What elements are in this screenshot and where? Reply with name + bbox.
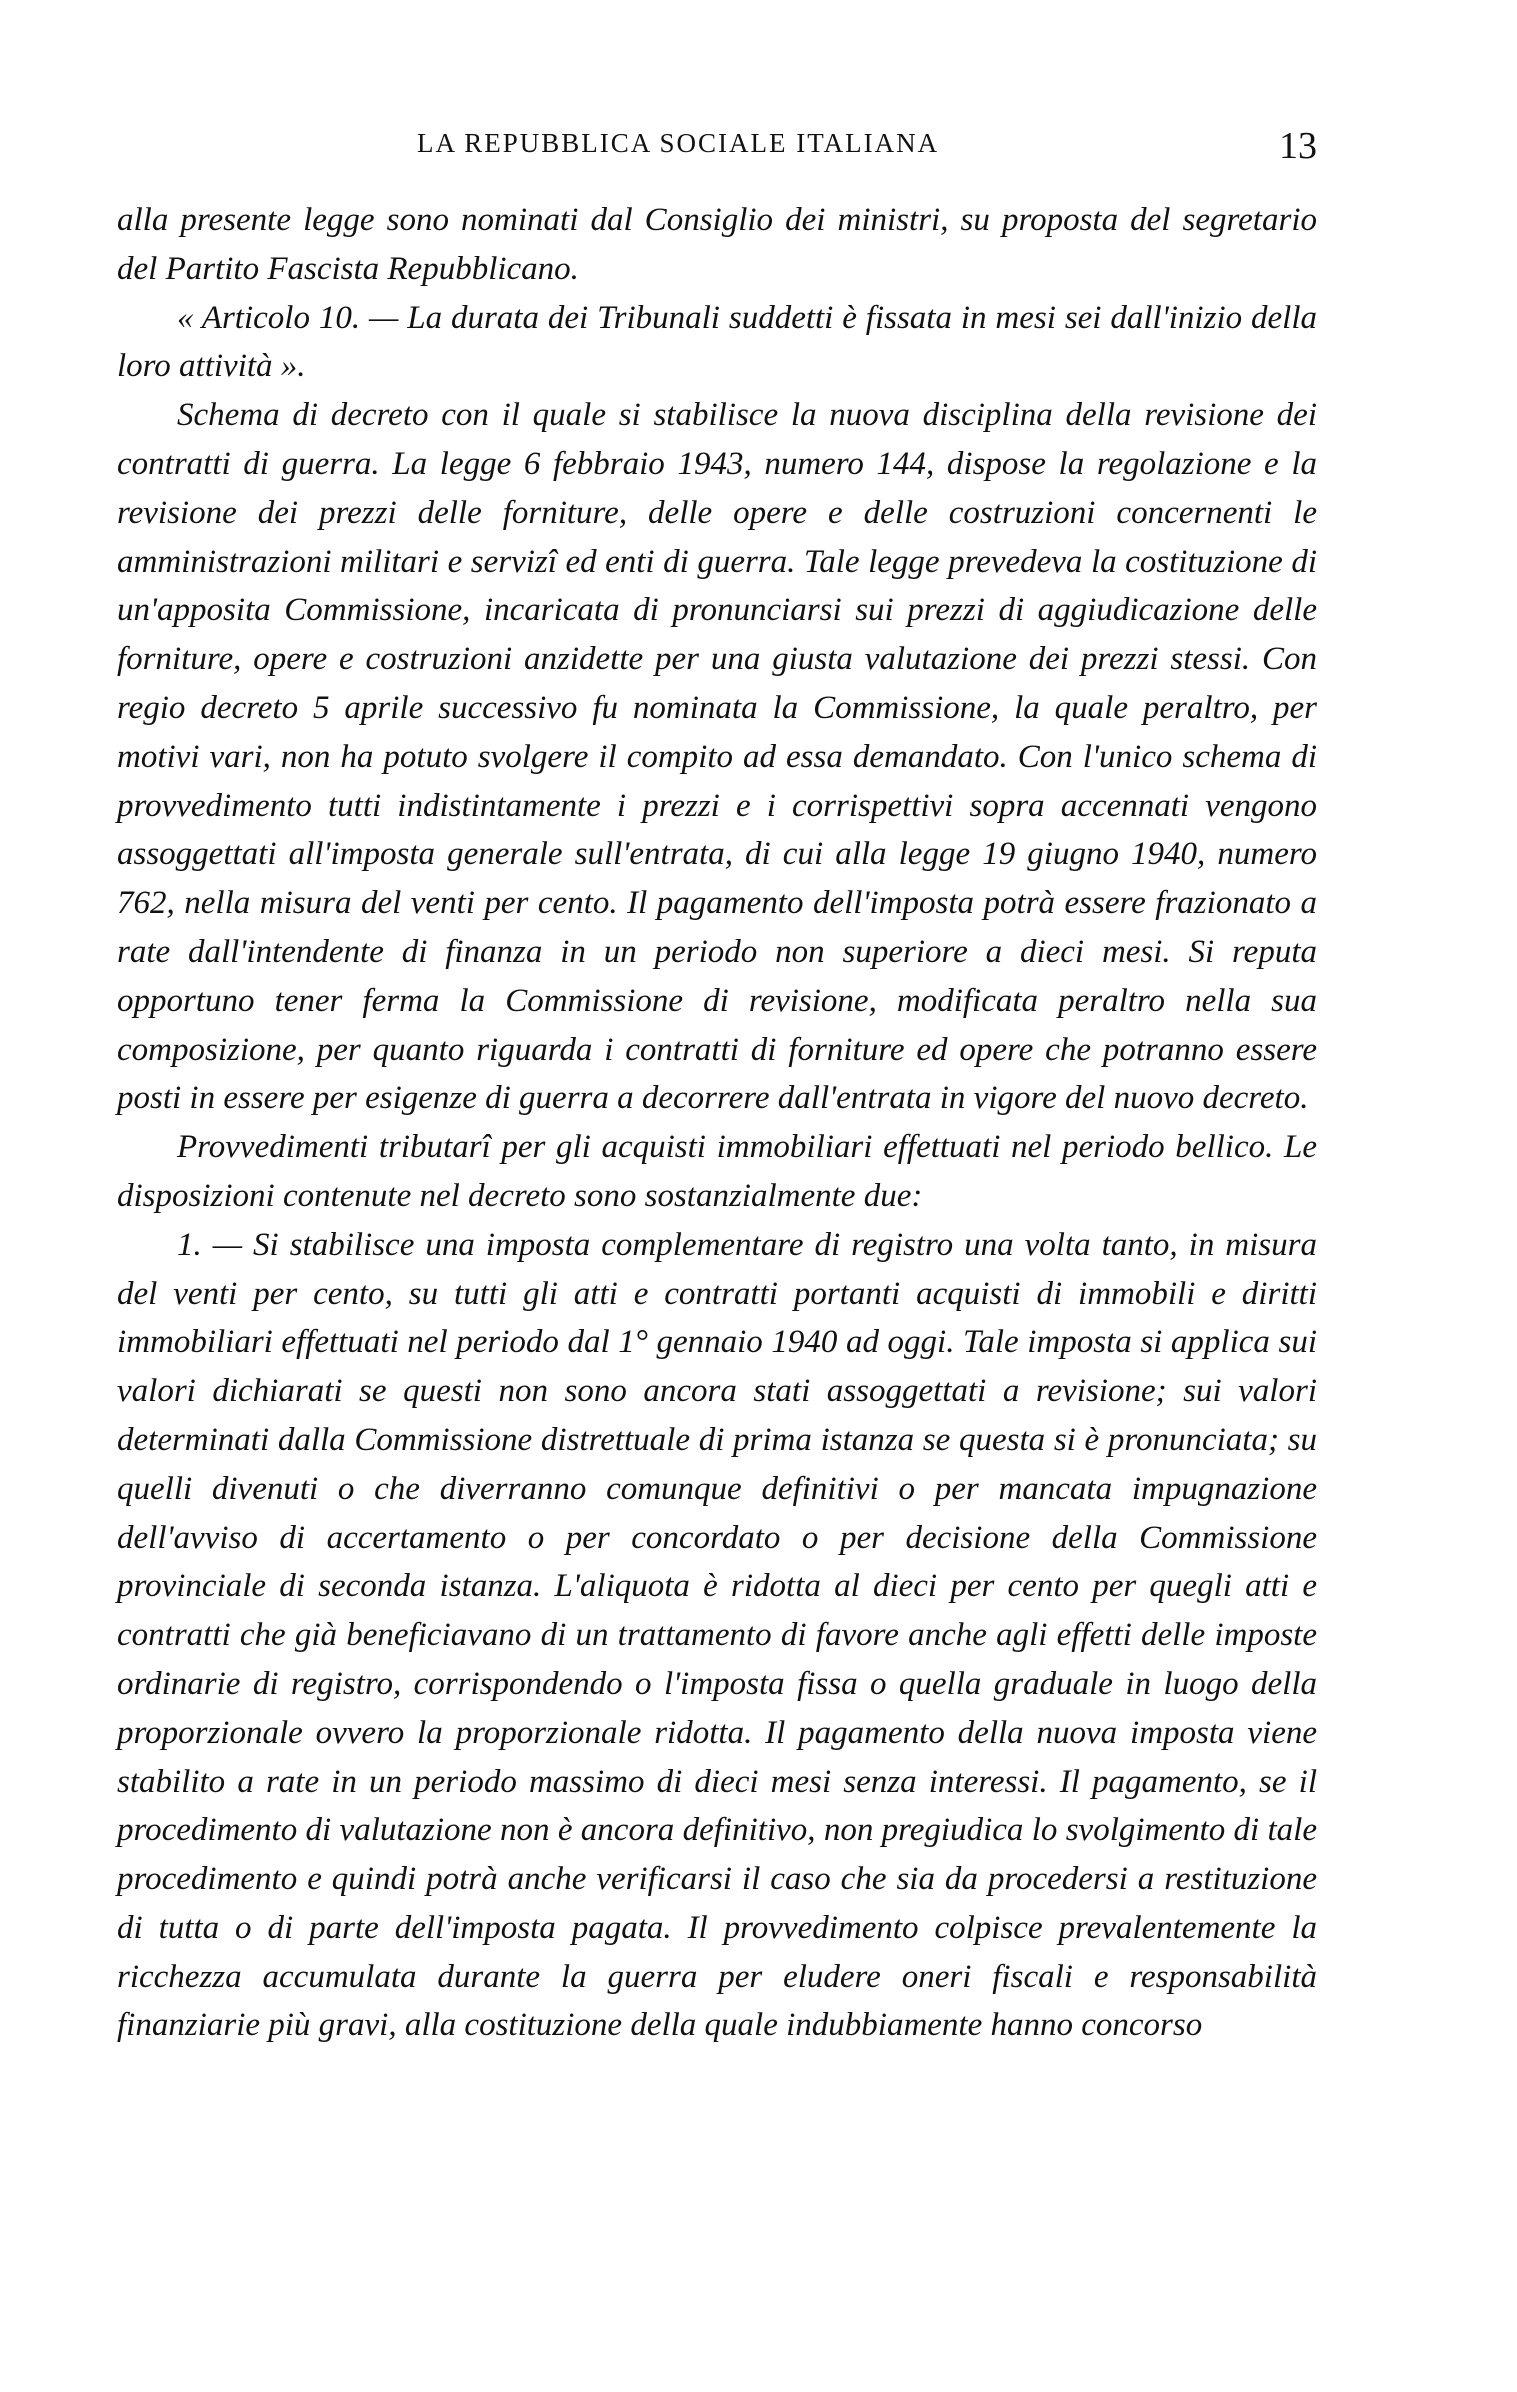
- running-head: [117, 125, 1317, 168]
- paragraph-provvedimenti-tributari: Provvedimenti tributarî per gli acquisti immobiliari effettuati nel periodo bellico. Le disposizioni contenute nel decreto sono sostanzialmente due:: [117, 1129, 1317, 1214]
- paragraph-article-10: « Articolo 10. — La durata dei Tribunali suddetti è fissata in mesi sei dall'inizio della loro attività ».: [117, 299, 1317, 385]
- paragraph-schema-decreto: Schema di decreto con il quale si stabilisce la nuova disciplina della revisione dei contratti di guerra. La legge 6 febbraio 1943, numero 144, dispose la regolazione e la revisione dei prezzi delle forniture, delle opere e delle costruzioni concernenti le amministrazioni militari e servizî ed enti di guerra. Tale legge prevedeva la costituzione di un'apposita Commissione, incaricata di pronunciarsi sui prezzi di aggiudicazione delle forniture, opere e costruzioni anzidette per una giusta valutazione dei prezzi stessi. Con regio decreto 5 aprile successivo fu nominata la Commissione, la quale peraltro, per motivi vari, non ha potuto svolgere il compito ad essa demandato. Con l'unico schema di provvedimento tutti indistintamente i prezzi e i corrispettivi sopra accennati vengono assoggettati all'imposta generale sull'entrata, di cui alla legge 19 giugno 1940, numero 762, nella misura del venti per cento. Il pagamento dell'imposta potrà essere frazionato a rate dall'intendente di finanza in un periodo non superiore a dieci mesi. Si reputa opportuno tener ferma la Commissione di revisione, modificata peraltro nella sua composizione, per quanto riguarda i contratti di forniture ed opere che potranno essere posti in essere per esigenze di guerra a decorrere dall'entrata in vigore del nuovo decreto.: [117, 397, 1317, 1117]
- running-title: LA REPUBBLICA SOCIALE ITALIANA: [417, 128, 940, 158]
- page-number: 13: [1279, 125, 1317, 167]
- paragraph-continuation: alla presente legge sono nominati dal Consiglio dei ministri, su proposta del segretario del Partito Fascista Repubblicano.: [117, 202, 1317, 287]
- book-page: [117, 0, 1317, 2392]
- paragraph-point-1: 1. — Si stabilisce una imposta complementare di registro una volta tanto, in misura del venti per cento, su tutti gli atti e contratti portanti acquisti di immobili e diritti immobiliari effettuati nel periodo dal 1° gennaio 1940 ad oggi. Tale imposta si applica sui valori dichiarati se questi non sono ancora stati assoggettati a revisione; sui valori determinati dalla Commissione distrettuale di prima istanza se questa si è pronunciata; su quelli divenuti o che diverranno comunque definitivi o per mancata impugnazione dell'avviso di accertamento o per concordato o per decisione della Commissione provinciale di seconda istanza. L'aliquota è ridotta al dieci per cento per quegli atti e contratti che già beneficiavano di un trattamento di favore anche agli effetti delle imposte ordinarie di registro, corrispondendo o l'imposta fissa o quella graduale in luogo della proporzionale ovvero la proporzionale ridotta. Il pagamento della nuova imposta viene stabilito a rate in un periodo massimo di dieci mesi senza interessi. Il pagamento, se il procedimento di valutazione non è ancora definitivo, non pregiudica lo svolgimento di tale procedimento e quindi potrà anche verificarsi il caso che sia da procedersi a restituzione di tutta o di parte dell'imposta pagata. Il provvedimento colpisce prevalentemente la ricchezza accumulata durante la guerra per eludere oneri fiscali e responsabilità finanziarie più gravi, alla costituzione della quale indubbiamente hanno concorso: [117, 1226, 1317, 2044]
- body-text: [117, 196, 1317, 2050]
